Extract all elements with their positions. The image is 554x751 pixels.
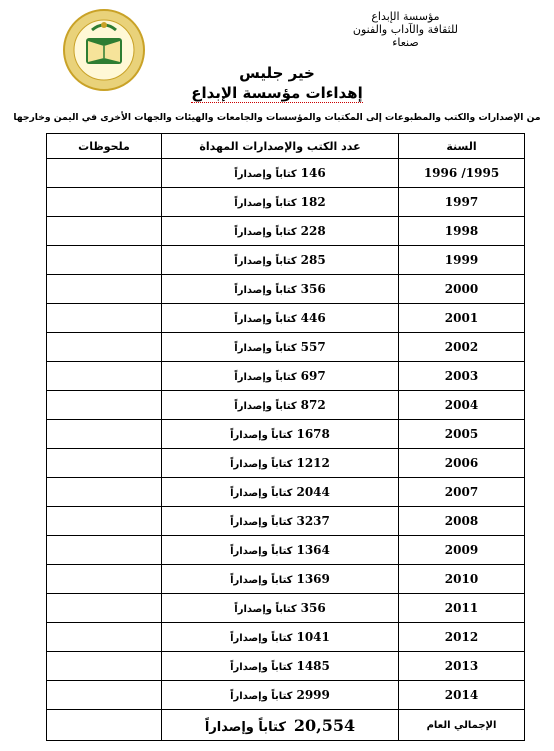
notes-cell — [47, 333, 162, 362]
count-value: 2044 — [296, 485, 330, 499]
year-cell: 2006 — [399, 449, 525, 478]
total-row — [47, 710, 525, 741]
count-value: 356 — [300, 601, 326, 615]
table-row — [47, 333, 525, 362]
count-value: 1485 — [296, 659, 330, 673]
total-count: 20,554 — [293, 715, 356, 735]
year-cell: 2009 — [399, 536, 525, 565]
count-value: 285 — [300, 253, 326, 267]
notes-cell — [47, 362, 162, 391]
count-cell — [162, 652, 399, 681]
count-unit: كتاباً وإصداراً — [230, 575, 293, 586]
count-value: 1212 — [296, 456, 330, 470]
notes-cell — [47, 623, 162, 652]
count-cell — [162, 333, 399, 362]
table-row — [47, 478, 525, 507]
page-subtitle — [0, 84, 554, 102]
page-description: من الإصدارات والكتب والمطبوعات إلى المكتبات والمؤسسات والجامعات والهيئات والجهات الأخرى في اليمن وخارجها — [13, 112, 541, 123]
table-row — [47, 507, 525, 536]
count-cell — [162, 246, 399, 275]
table-row — [47, 565, 525, 594]
notes-cell — [47, 594, 162, 623]
count-value: 1369 — [296, 572, 330, 586]
count-cell — [162, 391, 399, 420]
notes-cell — [47, 507, 162, 536]
year-cell: 2003 — [399, 362, 525, 391]
count-value: 146 — [300, 166, 326, 180]
header-year: السنة — [399, 134, 525, 159]
count-unit: كتاباً وإصداراً — [234, 401, 297, 412]
year-cell: 2002 — [399, 333, 525, 362]
year-cell: 2013 — [399, 652, 525, 681]
count-unit: كتاباً وإصداراً — [230, 459, 293, 470]
total-notes-cell — [47, 710, 162, 741]
count-value: 557 — [300, 340, 326, 354]
count-unit: كتاباً وإصداراً — [234, 198, 297, 209]
total-label: الإجمالي العام — [399, 710, 525, 741]
count-cell — [162, 420, 399, 449]
year-cell: 2012 — [399, 623, 525, 652]
notes-cell — [47, 536, 162, 565]
count-value: 1364 — [296, 543, 330, 557]
notes-cell — [47, 304, 162, 333]
count-value: 2999 — [296, 688, 330, 702]
table-row — [47, 275, 525, 304]
count-cell — [162, 217, 399, 246]
year-cell: 2010 — [399, 565, 525, 594]
count-cell — [162, 681, 399, 710]
notes-cell — [47, 275, 162, 304]
table-row — [47, 362, 525, 391]
total-count-cell — [162, 710, 399, 741]
table-row — [47, 594, 525, 623]
count-value: 356 — [300, 282, 326, 296]
count-cell — [162, 623, 399, 652]
count-cell — [162, 594, 399, 623]
notes-cell — [47, 420, 162, 449]
org-name: مؤسسة الإبداع — [371, 10, 440, 23]
organization-name — [353, 10, 458, 49]
notes-cell — [47, 652, 162, 681]
count-unit: كتاباً وإصداراً — [230, 488, 293, 499]
year-cell: 1999 — [399, 246, 525, 275]
count-unit: كتاباً وإصداراً — [234, 314, 297, 325]
table-row — [47, 652, 525, 681]
count-cell — [162, 188, 399, 217]
notes-cell — [47, 188, 162, 217]
table-row — [47, 623, 525, 652]
count-cell — [162, 304, 399, 333]
table-row — [47, 391, 525, 420]
year-cell: 2008 — [399, 507, 525, 536]
year-cell: 2000 — [399, 275, 525, 304]
count-unit: كتاباً وإصداراً — [230, 517, 293, 528]
table-row — [47, 536, 525, 565]
table-row — [47, 188, 525, 217]
count-value: 228 — [300, 224, 326, 238]
page-title: خير جليس — [239, 64, 315, 82]
notes-cell — [47, 159, 162, 188]
count-unit: كتاباً وإصداراً — [230, 633, 293, 644]
year-cell: 2005 — [399, 420, 525, 449]
count-unit: كتاباً وإصداراً — [230, 691, 293, 702]
count-unit: كتاباً وإصداراً — [234, 285, 297, 296]
year-cell: 1997 — [399, 188, 525, 217]
count-value: 182 — [300, 195, 326, 209]
year-cell: 1995/ 1996 — [399, 159, 525, 188]
count-cell — [162, 478, 399, 507]
count-cell — [162, 536, 399, 565]
count-cell — [162, 449, 399, 478]
header-count: عدد الكتب والإصدارات المهداة — [162, 134, 399, 159]
count-unit: كتاباً وإصداراً — [234, 604, 297, 615]
count-unit: كتاباً وإصداراً — [234, 169, 297, 180]
org-city: صنعاء — [392, 36, 419, 49]
count-value: 446 — [300, 311, 326, 325]
count-unit: كتاباً وإصداراً — [234, 343, 297, 354]
notes-cell — [47, 449, 162, 478]
table-row — [47, 304, 525, 333]
notes-cell — [47, 681, 162, 710]
count-unit: كتاباً وإصداراً — [234, 372, 297, 383]
count-value: 697 — [300, 369, 326, 383]
donations-table — [46, 133, 525, 741]
count-unit: كتاباً وإصداراً — [230, 546, 293, 557]
notes-cell — [47, 478, 162, 507]
table-row — [47, 420, 525, 449]
count-unit: كتاباً وإصداراً — [230, 430, 293, 441]
count-cell — [162, 159, 399, 188]
year-cell: 2001 — [399, 304, 525, 333]
table-row — [47, 246, 525, 275]
table-row — [47, 217, 525, 246]
year-cell: 2004 — [399, 391, 525, 420]
year-cell: 2014 — [399, 681, 525, 710]
total-unit: كتاباً وإصداراً — [204, 719, 286, 735]
org-line2: للثقافة والآداب والفنون — [352, 23, 458, 36]
count-cell — [162, 565, 399, 594]
notes-cell — [47, 565, 162, 594]
header-notes: ملحوظات — [47, 134, 162, 159]
count-cell — [162, 275, 399, 304]
table-row — [47, 159, 525, 188]
notes-cell — [47, 391, 162, 420]
count-cell — [162, 507, 399, 536]
year-cell: 1998 — [399, 217, 525, 246]
count-cell — [162, 362, 399, 391]
count-unit: كتاباً وإصداراً — [230, 662, 293, 673]
count-unit: كتاباً وإصداراً — [234, 227, 297, 238]
notes-cell — [47, 217, 162, 246]
count-value: 1678 — [296, 427, 330, 441]
count-unit: كتاباً وإصداراً — [234, 256, 297, 267]
year-cell: 2011 — [399, 594, 525, 623]
year-cell: 2007 — [399, 478, 525, 507]
count-value: 3237 — [296, 514, 330, 528]
table-header-row — [47, 134, 525, 159]
subtitle-text: إهداءات مؤسسة الإبداع — [191, 84, 363, 102]
table-row — [47, 449, 525, 478]
count-value: 1041 — [296, 630, 330, 644]
table-row — [47, 681, 525, 710]
notes-cell — [47, 246, 162, 275]
count-value: 872 — [300, 398, 326, 412]
